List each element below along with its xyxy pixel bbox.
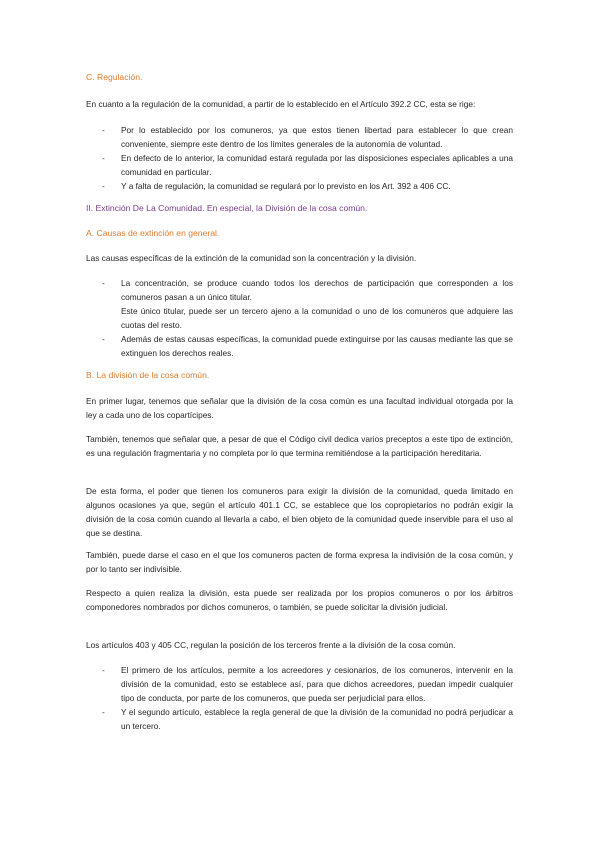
list-item-text: El primero de los artículos, permite a los acreedores y cesionarios, de los comuneros, intervenir en la división de la comunidad, esto se establece así, para que dichos acreedores, puedan impedir cualquier tipo de conducta, por parte de los comuneros, que pueda ser perjudicial para ellos. (121, 665, 513, 703)
bullet-marker: - (102, 278, 105, 288)
bullet-marker: - (102, 125, 105, 135)
bullet-list-division (86, 663, 513, 733)
bullet-marker: - (102, 153, 105, 163)
bullet-marker: - (102, 707, 105, 717)
paragraph-division-1: En primer lugar, tenemos que señalar que la división de la cosa común es una facultad individual otorgada por la ley a cada uno de los copartícipes. (86, 396, 513, 420)
list-item (86, 123, 513, 151)
list-item-text: Y a falta de regulación, la comunidad se regulará por lo previsto en los Art. 392 a 406 CC. (121, 181, 451, 191)
list-item-text: Y el segundo artículo, establece la regla general de que la división de la comunidad no podrá perjudicar a un tercero. (121, 707, 513, 731)
list-item (86, 332, 513, 360)
list-item (86, 663, 513, 705)
bullet-marker: - (102, 665, 105, 675)
list-item-text: La concentración, se produce cuando todos los derechos de participación que corresponden a los comuneros pasan a un único titular. (121, 278, 513, 302)
section-heading-ii-extincion: II. Extinción De La Comunidad. En especial, la División de la cosa común. (86, 203, 368, 213)
paragraph-division-3: De esta forma, el poder que tienen los comuneros para exigir la división de la comunidad, queda limitado en algunos ocasiones ya que, según el artículo 401.1 CC, se establece que los copropietarios no podrán exigir la división de la cosa común cuando al llevarla a cabo, el bien objeto de la comunidad quede inservible para el uso al que se destina. (86, 486, 513, 538)
bullet-list-regulacion (86, 123, 513, 193)
paragraph-division-6: Los artículos 403 y 405 CC, regulan la posición de los terceros frente a la división de la cosa común. (86, 640, 456, 650)
list-item (86, 179, 513, 193)
list-item-text: En defecto de lo anterior, la comunidad estará regulada por las disposiciones especiales aplicables a una comunidad en particular. (121, 153, 513, 177)
list-item (86, 705, 513, 733)
paragraph-division-2: También, tenemos que señalar que, a pesar de que el Código civil dedica varios preceptos a este tipo de extinción, es una regulación fragmentaria y no completa por lo que termina remitiéndose a la participación hereditaria. (86, 434, 513, 458)
paragraph-regulacion-intro: En cuanto a la regulación de la comunidad, a partir de lo establecido en el Artículo 392.2 CC, esta se rige: (86, 99, 476, 109)
section-heading-b-division: B. La división de la cosa común. (86, 370, 210, 380)
paragraph-causas-intro: Las causas específicas de la extinción de la comunidad son la concentración y la división. (86, 253, 417, 263)
section-heading-c-regulacion: C. Regulación. (86, 72, 143, 82)
list-item-text: Por lo establecido por los comuneros, ya que estos tienen libertad para establecer lo que crean conveniente, siempre este dentro de los límites generales de la autonomía de voluntad. (121, 125, 513, 149)
section-heading-a-causas: A. Causas de extinción en general. (86, 228, 220, 238)
bullet-marker: - (102, 181, 105, 191)
list-item-continuation: Este único titular, puede ser un tercero ajeno a la comunidad o uno de los comuneros que adquiere las cuotas del resto. (121, 306, 513, 330)
bullet-marker: - (102, 334, 105, 344)
list-item-text: Además de estas causas específicas, la comunidad puede extinguirse por las causas mediante las que se extinguen los derechos reales. (121, 334, 513, 358)
paragraph-division-5: Respecto a quien realiza la división, esta puede ser realizada por los propios comuneros o por los árbitros componedores nombrados por dichos comuneros, o también, se puede solicitar la división judicial. (86, 588, 513, 612)
paragraph-division-4: También, puede darse el caso en el que los comuneros pacten de forma expresa la indivisión de la cosa común, y por lo tanto ser indivisible. (86, 550, 513, 574)
bullet-list-causas (86, 276, 513, 360)
list-item (86, 151, 513, 179)
list-item (86, 276, 513, 332)
